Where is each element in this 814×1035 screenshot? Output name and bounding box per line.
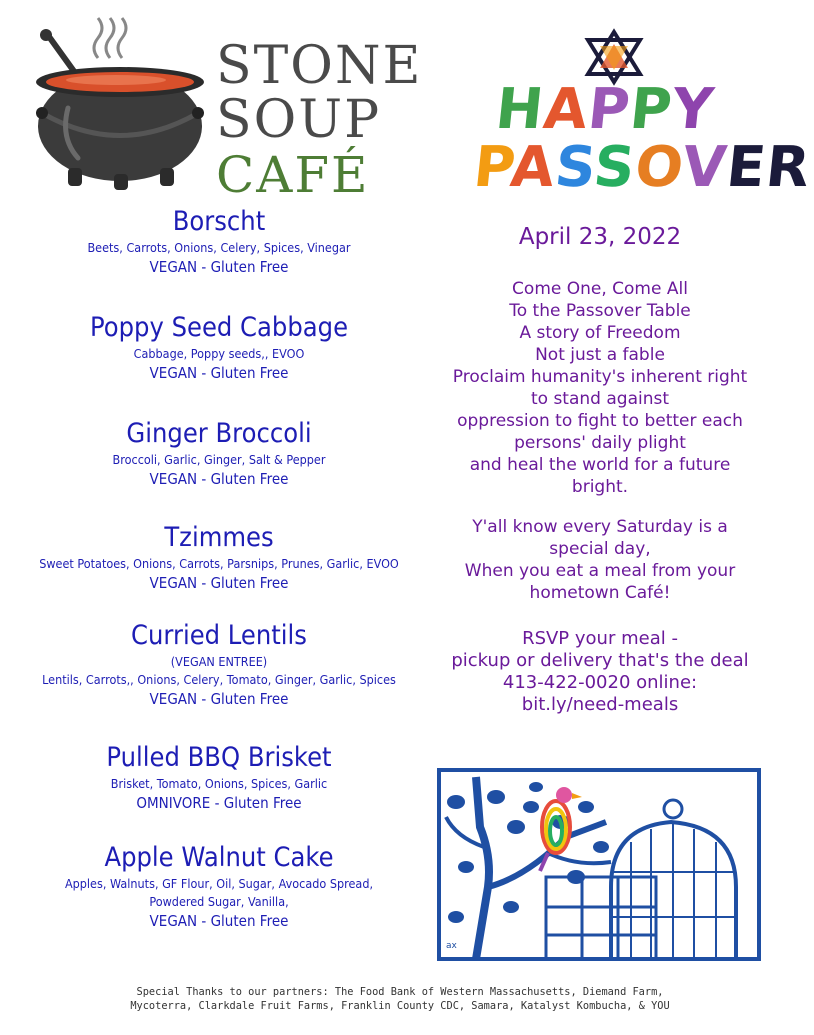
message-line: When you eat a meal from your [464,561,736,581]
happy-passover-graphic [468,30,814,200]
footer-line: Special Thanks to our partners: The Food Bank of Western Massachusetts, Diemand Farm, [136,986,664,998]
poem-line: oppression to fight to better each [457,411,743,431]
message-line: hometown Café! [529,583,671,603]
poem-line: Come One, Come All [512,279,688,299]
menu-item-apple-walnut-cake [10,841,428,931]
poem [420,278,780,498]
art-signature: ax [446,941,457,951]
menu-item-ginger-broccoli [10,417,428,489]
rsvp-phone: 413-422-0020 online: [502,672,698,693]
rsvp-line: pickup or delivery that's the deal [451,650,749,671]
logo-text-cafe: CAFÉ [216,146,370,204]
stone-soup-cafe-logo [28,18,423,204]
dish-ingredients-continued: Powdered Sugar, Vanilla, [149,894,289,909]
dish-ingredients: Lentils, Carrots,, Onions, Celery, Tomato, Ginger, Garlic, Spices [42,672,396,687]
poem-line: Not just a fable [535,345,665,365]
poem-line: bright. [571,477,629,497]
dish-name: Curried Lentils [131,620,307,651]
menu-column [10,205,428,955]
poem-line: persons' daily plight [514,433,686,453]
logo-text-soup: SOUP [216,90,382,150]
partners-footer [0,985,800,1013]
dish-diet-tag: VEGAN - Gluten Free [149,574,289,592]
menu-item-tzimmes [10,521,428,593]
dish-name: Poppy Seed Cabbage [89,312,349,343]
dish-diet-tag: VEGAN - Gluten Free [149,470,289,488]
star-of-david-icon [584,30,644,84]
poem-line: to stand against [530,389,670,409]
dish-diet-tag: VEGAN - Gluten Free [149,912,289,930]
dish-name: Ginger Broccoli [126,418,312,449]
rsvp-line: RSVP your meal - [522,628,678,649]
menu-item-poppy-seed-cabbage [10,311,428,383]
dish-name: Apple Walnut Cake [104,842,334,873]
poem-line: Proclaim humanity's inherent right [452,367,748,387]
poem-line: and heal the world for a future [469,455,731,475]
dish-diet-tag: VEGAN - Gluten Free [149,364,289,382]
soup-cauldron-icon [28,18,213,193]
dish-diet-tag: VEGAN - Gluten Free [149,690,289,708]
poem-line: A story of Freedom [519,323,681,343]
logo-text-stone: STONE [216,36,423,96]
dish-ingredients: Sweet Potatoes, Onions, Carrots, Parsnips, Prunes, Garlic, EVOO [39,556,399,571]
menu-item-pulled-bbq-brisket [10,741,428,813]
dish-ingredients: Broccoli, Garlic, Ginger, Salt & Pepper [112,452,326,467]
saturday-message [420,516,780,604]
event-date: April 23, 2022 [518,224,682,250]
rsvp-link[interactable]: bit.ly/need-meals [521,694,679,715]
dish-name: Pulled BBQ Brisket [106,742,332,773]
dish-name: Tzimmes [164,522,274,553]
greeting-word2-text [468,30,469,31]
dish-ingredients: Beets, Carrots, Onions, Celery, Spices, Vinegar [87,240,351,255]
passover-word: PASSOVER [470,135,814,200]
dish-ingredients: Cabbage, Poppy seeds,, EVOO [133,346,305,361]
menu-item-curried-lentils [10,619,428,709]
dish-name: Borscht [172,206,266,237]
dish-diet-tag: OMNIVORE - Gluten Free [136,794,302,812]
dish-ingredients: Brisket, Tomato, Onions, Spices, Garlic [110,776,328,791]
dish-diet-tag: VEGAN - Gluten Free [149,258,289,276]
bird-and-birdcage-icon [436,767,762,962]
bird-and-birdcage-art [436,767,762,962]
rsvp-info [420,628,780,716]
poem-line: To the Passover Table [509,301,691,321]
happy-word: HAPPY [492,77,718,142]
message-line: special day, [549,539,651,559]
menu-item-borscht [10,205,428,277]
footer-line: Mycoterra, Clarkdale Fruit Farms, Franklin County CDC, Samara, Katalyst Kombucha, & YOU [130,1000,670,1012]
dish-ingredients: Apples, Walnuts, GF Flour, Oil, Sugar, Avocado Spread, [64,876,374,891]
message-line: Y'all know every Saturday is a [472,517,728,537]
dish-note: (VEGAN ENTREE) [170,654,268,669]
